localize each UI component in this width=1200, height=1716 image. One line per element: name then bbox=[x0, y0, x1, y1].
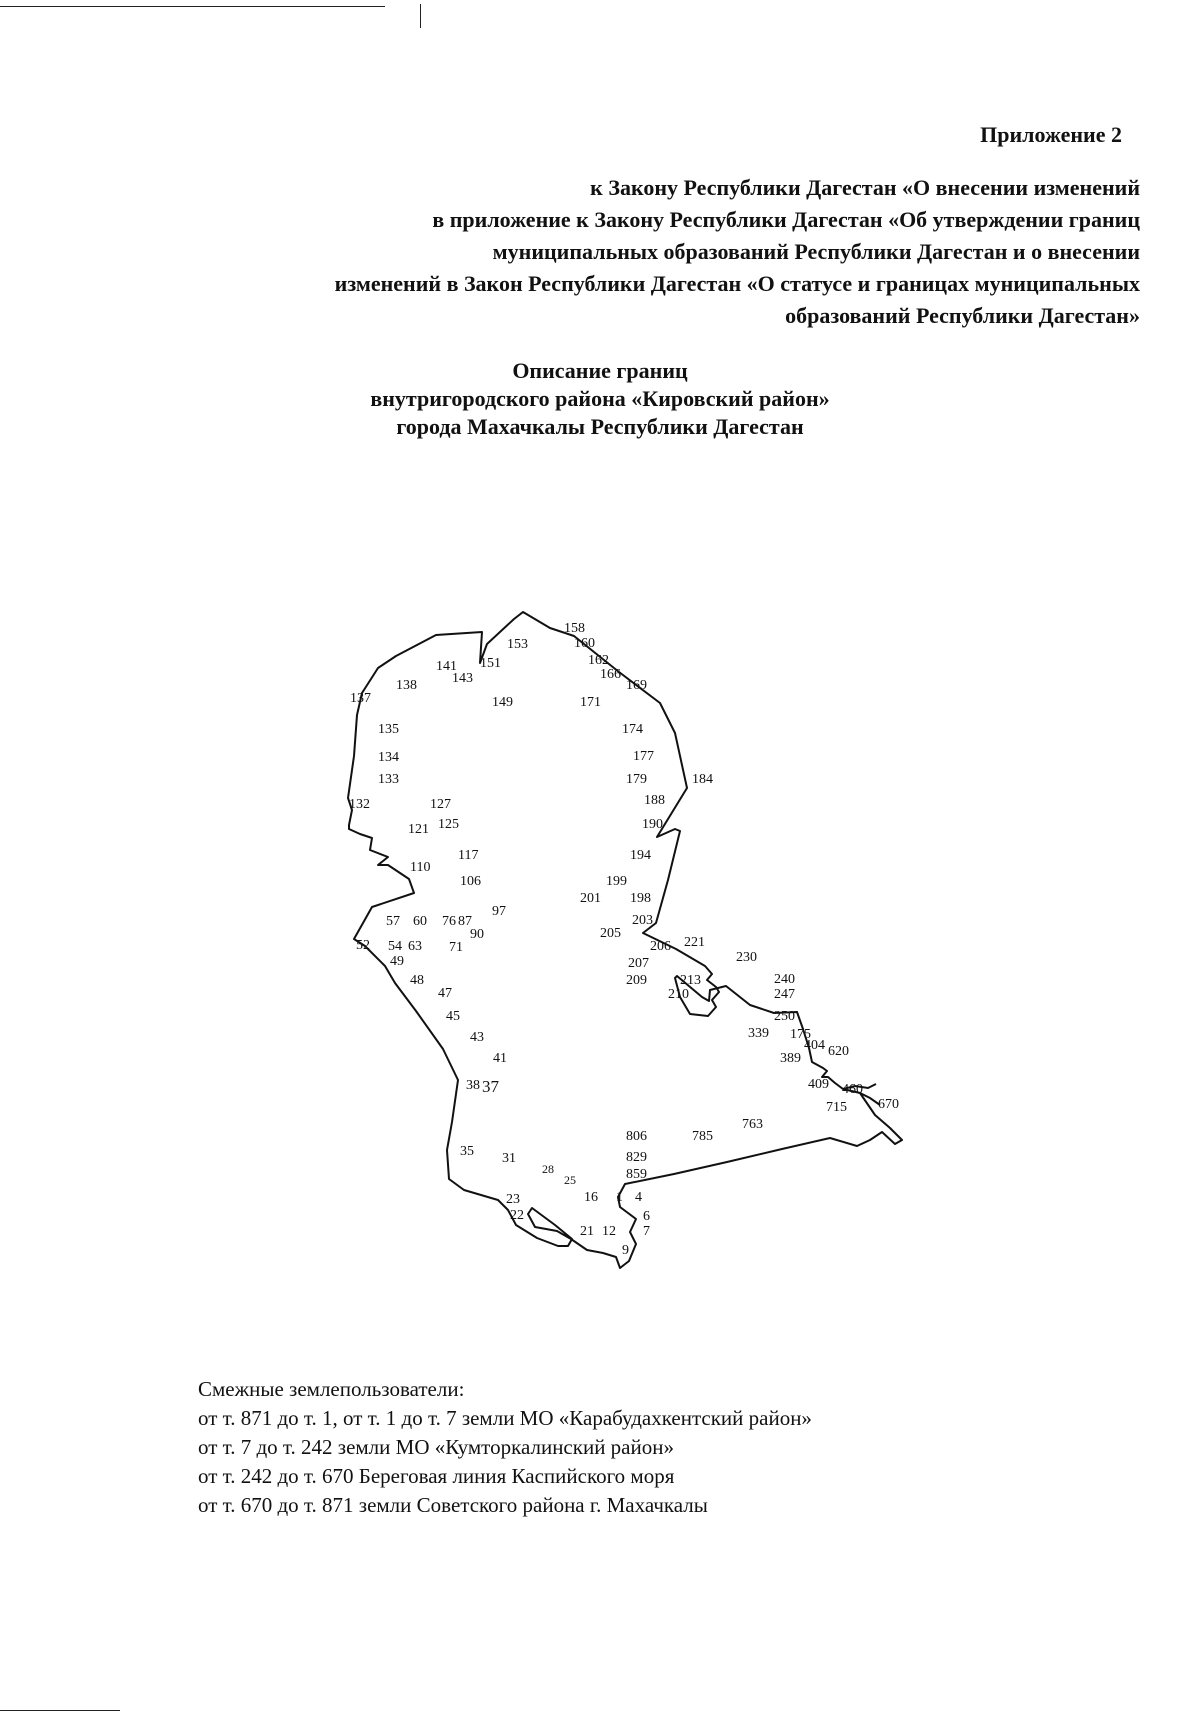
scan-line-top bbox=[0, 6, 385, 7]
title-line: Описание границ bbox=[512, 358, 688, 383]
law-reference bbox=[140, 172, 1140, 332]
point-label-121: 121 bbox=[408, 822, 429, 837]
scan-mark-top bbox=[420, 4, 421, 28]
boundary-map bbox=[330, 600, 970, 1320]
point-label-60: 60 bbox=[413, 914, 427, 929]
point-label-205: 205 bbox=[600, 926, 621, 941]
point-label-198: 198 bbox=[630, 891, 651, 906]
point-label-221: 221 bbox=[684, 935, 705, 950]
point-label-28: 28 bbox=[542, 1162, 554, 1176]
point-label-210: 210 bbox=[668, 987, 689, 1002]
point-label-76: 76 bbox=[442, 914, 456, 929]
adjacent-heading: Смежные землепользователи: bbox=[198, 1377, 465, 1401]
point-label-230: 230 bbox=[736, 950, 757, 965]
point-label-158: 158 bbox=[564, 621, 585, 636]
point-label-117: 117 bbox=[458, 848, 479, 863]
point-label-31: 31 bbox=[502, 1151, 516, 1166]
boundary-map-svg bbox=[330, 600, 970, 1320]
point-label-339: 339 bbox=[748, 1026, 769, 1041]
point-label-141: 141 bbox=[436, 659, 457, 674]
point-label-149: 149 bbox=[492, 695, 513, 710]
point-label-188: 188 bbox=[644, 793, 665, 808]
point-label-209: 209 bbox=[626, 973, 647, 988]
point-label-409: 409 bbox=[808, 1077, 829, 1092]
point-label-6: 6 bbox=[643, 1209, 650, 1224]
point-label-620: 620 bbox=[828, 1044, 849, 1059]
law-reference-line: к Закону Республики Дагестан «О внесении изменений bbox=[590, 175, 1140, 200]
point-label-670: 670 bbox=[878, 1097, 899, 1112]
point-label-859: 859 bbox=[626, 1167, 647, 1182]
point-label-171: 171 bbox=[580, 695, 601, 710]
title-line: города Махачкалы Республики Дагестан bbox=[396, 414, 804, 439]
point-label-125: 125 bbox=[438, 817, 459, 832]
scan-line-bottom bbox=[0, 1710, 120, 1711]
point-label-87: 87 bbox=[458, 914, 472, 929]
point-label-133: 133 bbox=[378, 772, 399, 787]
point-label-404: 404 bbox=[804, 1038, 825, 1053]
point-label-54: 54 bbox=[388, 939, 402, 954]
law-reference-line: образований Республики Дагестан» bbox=[785, 303, 1140, 328]
point-label-162: 162 bbox=[588, 653, 609, 668]
point-label-48: 48 bbox=[410, 973, 424, 988]
point-label-201: 201 bbox=[580, 891, 601, 906]
point-label-49: 49 bbox=[390, 954, 404, 969]
point-label-35: 35 bbox=[460, 1144, 474, 1159]
point-label-71: 71 bbox=[449, 940, 463, 955]
point-label-12: 12 bbox=[602, 1224, 616, 1239]
point-label-174: 174 bbox=[622, 722, 643, 737]
point-label-45: 45 bbox=[446, 1009, 460, 1024]
adjacent-line: от т. 871 до т. 1, от т. 1 до т. 7 земли МО «Карабудахкентский район» bbox=[198, 1406, 812, 1430]
point-label-213: 213 bbox=[680, 973, 701, 988]
point-label-37: 37 bbox=[482, 1077, 499, 1096]
point-label-240: 240 bbox=[774, 972, 795, 987]
point-label-43: 43 bbox=[470, 1030, 484, 1045]
point-label-194: 194 bbox=[630, 848, 651, 863]
point-label-806: 806 bbox=[626, 1129, 647, 1144]
point-label-177: 177 bbox=[633, 749, 654, 764]
point-label-9: 9 bbox=[622, 1243, 629, 1258]
point-label-97: 97 bbox=[492, 904, 506, 919]
point-label-151: 151 bbox=[480, 656, 501, 671]
point-label-460: 460 bbox=[842, 1082, 863, 1097]
point-label-203: 203 bbox=[632, 913, 653, 928]
point-label-138: 138 bbox=[396, 678, 417, 693]
point-label-169: 169 bbox=[626, 678, 647, 693]
document-title bbox=[0, 357, 1200, 441]
point-label-57: 57 bbox=[386, 914, 400, 929]
point-label-21: 21 bbox=[580, 1224, 594, 1239]
point-label-166: 166 bbox=[600, 667, 621, 682]
point-label-175: 175 bbox=[790, 1027, 811, 1042]
point-label-785: 785 bbox=[692, 1129, 713, 1144]
point-label-22: 22 bbox=[510, 1208, 524, 1223]
point-label-190: 190 bbox=[642, 817, 663, 832]
law-reference-line: в приложение к Закону Республики Дагестан «Об утверждении границ bbox=[432, 207, 1140, 232]
point-label-763: 763 bbox=[742, 1117, 763, 1132]
point-label-199: 199 bbox=[606, 874, 627, 889]
point-label-135: 135 bbox=[378, 722, 399, 737]
point-label-23: 23 bbox=[506, 1192, 520, 1207]
point-label-184: 184 bbox=[692, 772, 713, 787]
point-label-250: 250 bbox=[774, 1009, 795, 1024]
point-label-134: 134 bbox=[378, 750, 399, 765]
point-label-132: 132 bbox=[349, 797, 370, 812]
point-label-layer bbox=[349, 621, 899, 1258]
point-label-90: 90 bbox=[470, 927, 484, 942]
point-label-1: 1 bbox=[616, 1190, 623, 1205]
point-label-153: 153 bbox=[507, 637, 528, 652]
point-label-137: 137 bbox=[350, 691, 371, 706]
point-label-207: 207 bbox=[628, 956, 649, 971]
law-reference-line: муниципальных образований Республики Дагестан и о внесении bbox=[492, 239, 1140, 264]
appendix-label: Приложение 2 bbox=[980, 122, 1122, 147]
point-label-47: 47 bbox=[438, 986, 452, 1001]
point-label-206: 206 bbox=[650, 939, 671, 954]
point-label-389: 389 bbox=[780, 1051, 801, 1066]
point-label-160: 160 bbox=[574, 636, 595, 651]
law-reference-line: изменений в Закон Республики Дагестан «О статусе и границах муниципальных bbox=[334, 271, 1140, 296]
point-label-4: 4 bbox=[635, 1190, 642, 1205]
point-label-127: 127 bbox=[430, 797, 451, 812]
point-label-247: 247 bbox=[774, 987, 795, 1002]
point-label-179: 179 bbox=[626, 772, 647, 787]
point-label-63: 63 bbox=[408, 939, 422, 954]
point-label-829: 829 bbox=[626, 1150, 647, 1165]
point-label-38: 38 bbox=[466, 1078, 480, 1093]
point-label-715: 715 bbox=[826, 1100, 847, 1115]
point-label-25: 25 bbox=[564, 1173, 576, 1187]
point-label-16: 16 bbox=[584, 1190, 598, 1205]
point-label-106: 106 bbox=[460, 874, 481, 889]
point-label-7: 7 bbox=[643, 1224, 650, 1239]
adjacent-land-users bbox=[198, 1375, 812, 1520]
point-label-41: 41 bbox=[493, 1051, 507, 1066]
adjacent-line: от т. 242 до т. 670 Береговая линия Каспийского моря bbox=[198, 1464, 675, 1488]
title-line: внутригородского района «Кировский район» bbox=[370, 386, 830, 411]
point-label-143: 143 bbox=[452, 671, 473, 686]
adjacent-line: от т. 7 до т. 242 земли МО «Кумторкалинский район» bbox=[198, 1435, 674, 1459]
adjacent-line: от т. 670 до т. 871 земли Советского района г. Махачкалы bbox=[198, 1493, 708, 1517]
point-label-110: 110 bbox=[410, 860, 431, 875]
district-boundary-outline bbox=[348, 612, 902, 1268]
point-label-52: 52 bbox=[356, 938, 370, 953]
